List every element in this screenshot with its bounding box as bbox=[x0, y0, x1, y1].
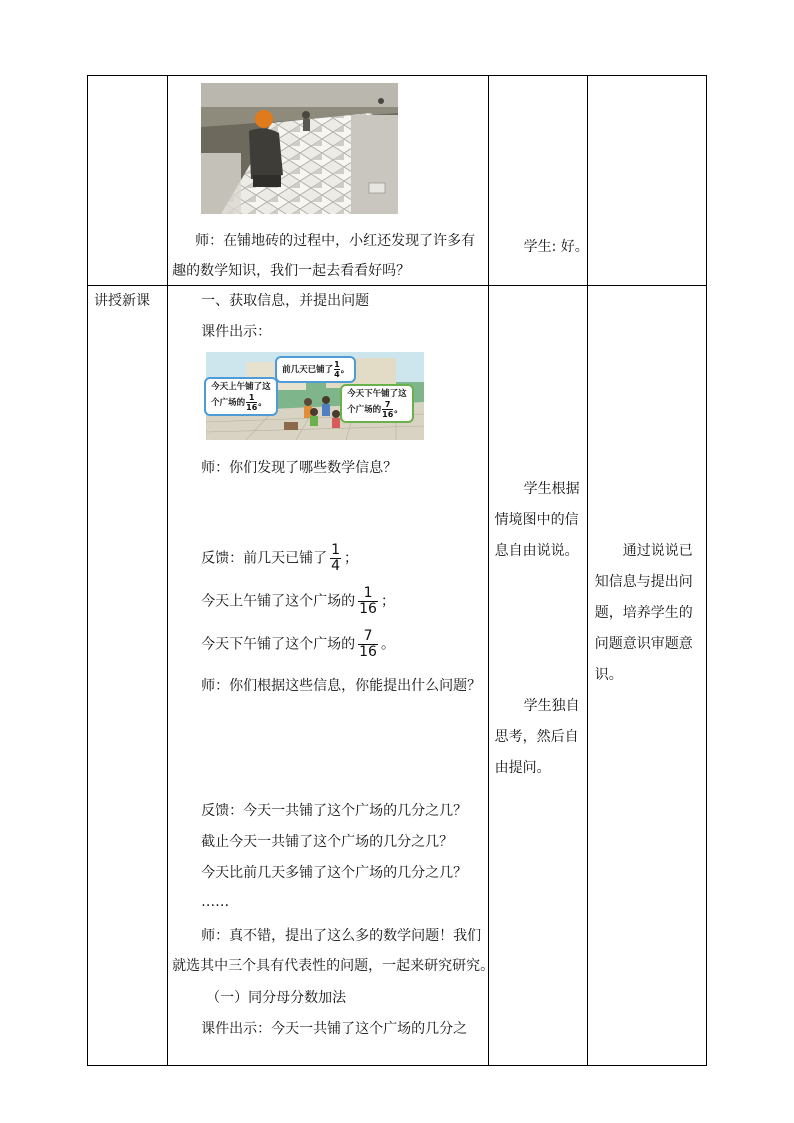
student-response: 学生: 好。 bbox=[523, 239, 589, 255]
section-cell-empty bbox=[88, 76, 168, 286]
design-intent-cell-empty bbox=[587, 76, 706, 286]
section-heading: 一、获取信息，并提出问题 bbox=[201, 293, 370, 310]
table-row bbox=[88, 76, 707, 286]
teacher-activity-cell bbox=[168, 286, 495, 1066]
speech-bubble-morning: 今天上午铺了这 个广场的 $\frac{1}{16}$ 。 bbox=[204, 377, 278, 416]
student-text-line: 学生独自 bbox=[523, 698, 580, 715]
feedback-question: 反馈：今天一共铺了这个广场的几分之几？ bbox=[201, 803, 468, 820]
ellipsis: …… bbox=[201, 894, 230, 911]
teacher-praise-line: 就选其中三个具有代表性的问题，一起来研究研究。 bbox=[172, 958, 495, 975]
courseware-label: 课件出示：今天一共铺了这个广场的几分之 bbox=[201, 1021, 468, 1038]
intent-text-line: 问题意识审题意 bbox=[594, 636, 693, 653]
speech-bubble-previous-days: 前几天已铺了 $\frac{1}{4}$ 。 bbox=[275, 356, 356, 383]
student-text-line: 思考，然后自 bbox=[494, 729, 579, 746]
student-text-line: 息自由说说。 bbox=[494, 543, 579, 560]
teacher-question: 师：你们发现了哪些数学信息？ bbox=[201, 460, 398, 477]
design-intent-cell bbox=[587, 286, 706, 1066]
feedback-line: 今天下午铺了这个广场的 $\frac{7}{16}$ 。 bbox=[201, 628, 395, 661]
intent-text-line: 通过说说已 bbox=[622, 543, 693, 560]
tile-paving-photo bbox=[201, 83, 398, 214]
intent-text-line: 知信息与提出问 bbox=[594, 574, 693, 591]
speech-bubble-afternoon: 今天下午铺了这 个广场的 $\frac{7}{16}$ 。 bbox=[340, 384, 414, 423]
teacher-activity-cell bbox=[168, 76, 489, 286]
intent-text-line: 识。 bbox=[594, 667, 623, 684]
feedback-line: 反馈：前几天已铺了 $\frac{1}{4}$ ； bbox=[201, 542, 359, 575]
teacher-text-line: 趣的数学知识，我们一起去看看好吗？ bbox=[172, 263, 411, 279]
feedback-question: 今天比前几天多铺了这个广场的几分之几？ bbox=[201, 865, 468, 882]
section-cell bbox=[88, 286, 168, 1066]
teacher-question: 师：你们根据这些信息，你能提出什么问题？ bbox=[201, 678, 482, 695]
lesson-plan-table bbox=[87, 75, 707, 1066]
table-row bbox=[88, 286, 707, 1066]
courseware-label: 课件出示： bbox=[201, 324, 272, 341]
scene-illustration bbox=[206, 352, 424, 440]
feedback-question: 截止今天一共铺了这个广场的几分之几？ bbox=[201, 834, 454, 851]
student-activity-cell bbox=[488, 76, 587, 286]
student-activity-cell bbox=[488, 286, 587, 1066]
teacher-text-line: 师：在铺地砖的过程中，小红还发现了许多有 bbox=[195, 233, 476, 249]
teacher-praise-line: 师：真不错，提出了这么多的数学问题！我们 bbox=[201, 928, 482, 945]
student-text-line: 情境图中的信 bbox=[494, 512, 579, 529]
section-label: 讲授新课 bbox=[94, 293, 150, 310]
feedback-line: 今天上午铺了这个广场的 $\frac{1}{16}$ ； bbox=[201, 585, 395, 618]
student-text-line: 由提问。 bbox=[494, 760, 551, 777]
intent-text-line: 题，培养学生的 bbox=[594, 605, 693, 622]
student-text-line: 学生根据 bbox=[523, 481, 580, 498]
sub-heading: （一）同分母分数加法 bbox=[206, 990, 347, 1007]
